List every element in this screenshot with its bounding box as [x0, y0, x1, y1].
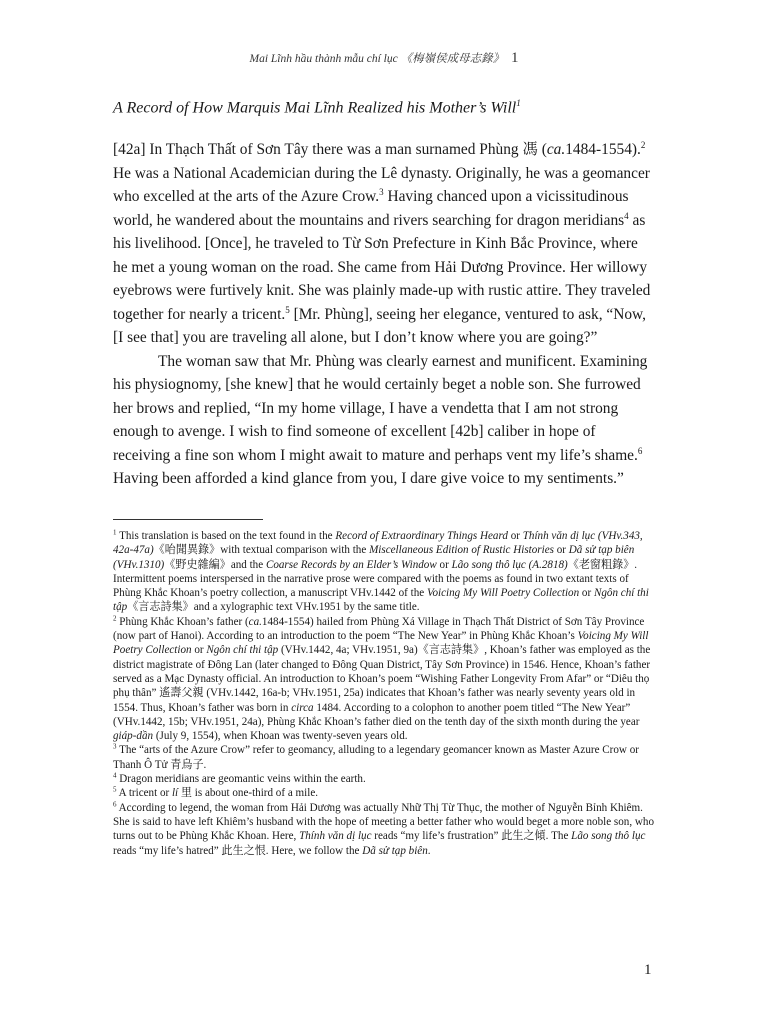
article-title: [113, 98, 673, 117]
footnote-2: [113, 615, 658, 744]
title-footnote-ref: 1: [516, 98, 521, 108]
fn2-t2: 1484-1554) hailed from Phùng Xá Village in Thạch Thất District of Sơn Tây Province (now part of Hanoi). According to an introduction to the poem “The New Year” in Phùng Khắc Khoan’s: [113, 615, 645, 643]
fn2-i4: circa: [291, 701, 314, 714]
footnote-5: [113, 786, 658, 800]
fn2-t3: or: [191, 644, 207, 657]
fn1-i2: Thính văn dị lục (VHv.343, 42a-47a): [113, 530, 643, 557]
footnote-5-number: 5: [113, 785, 117, 794]
title-text: A Record of How Marquis Mai Lĩnh Realized his Mother’s Will: [113, 99, 517, 117]
footnotes: [113, 529, 658, 858]
fn1-t3: 《咍聞異錄》with textual comparison with the: [153, 544, 370, 557]
footnote-ref-3: 3: [379, 186, 384, 197]
p1-text-e: as his livelihood. [Once], he traveled to Từ Sơn Prefecture in Kinh Bắc Province, where he met a young woman on the road. She came from Hải Dương Province. Her willowy eyebrows were furtively knit. She was plainly made-up with rustic attire. They traveled together for nearly a tricent.: [113, 211, 651, 323]
fn2-t5: 1484. According to a colophon to another poem titled “The New Year” (VHv.1442, 15b; VHv.1951, 24a), Phùng Khắc Khoan’s father died on the tenth day of the sixth month during the year: [113, 701, 640, 728]
footnote-separator: [113, 519, 263, 520]
fn1-i6: Lão song thô lục (A.2818): [451, 558, 568, 571]
fn1-i8: Ngôn chí thi tập: [113, 587, 649, 614]
paragraph-2: [113, 350, 653, 491]
fn6-i1: Thính văn dị lục: [299, 830, 372, 843]
fn1-i1: Record of Extraordinary Things Heard: [335, 530, 508, 542]
fn2-t1: Phùng Khắc Khoan’s father (: [116, 615, 249, 628]
fn1-t9: 《言志詩集》and a xylographic text VHv.1951 by the same title.: [127, 601, 420, 614]
footnote-1-number: 1: [113, 528, 117, 537]
p1-text-c: He was a National Academician during the Lê dynasty. Originally, he was a geomancer who excelled at the arts of the Azure Crow.: [113, 164, 650, 205]
footnote-ref-4: 4: [624, 210, 629, 221]
fn6-t3: reads “my life’s hatred” 此生之恨. Here, we follow the: [113, 844, 363, 857]
fn2-i1: ca.: [248, 615, 262, 628]
fn6-i2: Lão song thô lục: [571, 830, 646, 843]
p1-text-b: 1484-1554).: [565, 141, 641, 158]
running-header: [0, 50, 768, 67]
fn1-i5: Coarse Records by an Elder’s Window: [265, 558, 437, 571]
fn5-i1: lí: [171, 787, 179, 800]
header-page-number: 1: [510, 50, 519, 66]
p1-text-f: [Mr. Phùng], seeing her elegance, ventured to ask, “Now, [I see that] you are traveling all alone, but I don’t know where you are going?”: [113, 305, 647, 346]
fn4-text: Dragon meridians are geomantic veins within the earth.: [116, 773, 366, 786]
fn1-i4: Dã sử tạp biên (VHv.1310): [113, 544, 635, 571]
footnote-ref-6: 6: [637, 445, 643, 456]
fn3-text: The “arts of the Azure Crow” refer to geomancy, alluding to a legendary geomancer known as Master Azure Crow or Thanh Ô Tử 青烏子.: [113, 744, 639, 771]
fn2-t6: (July 9, 1554), when Khoan was twenty-seven years old.: [153, 730, 408, 743]
footnote-4-number: 4: [113, 771, 117, 780]
fn1-t7: 《老窗粗錄》. Intermittent poems interspersed in the narrative prose were compared with the poems as found in two extant texts of Phùng Khắc Khoan’s poetry collection, a manuscript VHv.1442 of the: [113, 558, 638, 600]
p2-text-a: The woman saw that Mr. Phùng was clearly earnest and munificent. Examining his physiognomy, [she knew] that he would certainly beget a noble son. She furrowed her brows and replied, “In my home village, I have a vendetta that I am not strong enough to avenge. I wish to find someone of excellent [42b] caliber in hope of receiving a fine son whom I might await to mature and perhaps vent my life’s shame.: [113, 352, 648, 464]
fn6-i3: Dã sử tạp biên: [362, 844, 428, 857]
fn5-t2: 里 is about one-third of a mile.: [178, 787, 319, 800]
footnote-1: [113, 529, 658, 615]
fn1-t8: or: [579, 587, 594, 600]
fn1-t2: or: [507, 530, 523, 542]
fn1-t1: This translation is based on the text found in the: [116, 530, 336, 542]
fn6-t2: reads “my life’s frustration” 此生之傾. The: [371, 830, 572, 843]
p1-text-a: [42a] In Thạch Thất of Sơn Tây there was a man surnamed Phùng 馮 (: [113, 141, 547, 158]
footnote-6: [113, 801, 658, 858]
fn2-i2: Voicing My Will Poetry Collection: [113, 630, 649, 657]
page-number: 1: [644, 962, 652, 978]
fn1-t4: or: [553, 544, 569, 557]
fn1-t5: 《野史雜編》and the: [164, 558, 266, 571]
fn2-t4: (VHv.1442, 4a; VHv.1951, 9a)《言志詩集》, Khoan’s father was employed as the district magistrate of Đông Lan (later changed to Đông Quan District, Tây Sơn Province) in 1546. Hence, Khoan’s father served as a Mạc Dynasty official. An introduction to Khoan’s poem “Wishing Father Longevity From Afar” or “Diêu thọ phụ thân” 遙壽父親 (VHv.1442, 16a-b; VHv.1951, 25a) indicates that Khoan’s father was nearly seventy years old in 1554. Thus, Khoan’s father was born in: [113, 644, 651, 714]
fn2-i3: Ngôn chí thi tập: [206, 644, 279, 657]
p1-text-d: Having chanced upon a vicissitudinous world, he wandered about the mountains and rivers searching for dragon meridians: [113, 188, 629, 229]
fn5-t1: A tricent or: [116, 787, 172, 800]
fn2-i5: giáp-dần: [113, 730, 154, 743]
fn6-t1: According to legend, the woman from Hải Dương was actually Nhữ Thị Từ Thục, the mother of Nguyễn Bỉnh Khiêm. She is said to have left Khiêm’s husband with the hope of meeting a better father who would beget a more noble son, who turns out to be Phùng Khắc Khoan. Here,: [113, 801, 654, 843]
footnote-2-number: 2: [113, 614, 117, 623]
fn6-t4: .: [427, 844, 431, 857]
footnote-ref-5: 5: [285, 304, 290, 315]
footnote-3-number: 3: [113, 742, 117, 751]
fn1-i7: Voicing My Will Poetry Collection: [426, 587, 580, 600]
body-text: [113, 138, 653, 491]
fn1-t6: or: [436, 558, 452, 571]
running-title: Mai Lĩnh hầu thành mẫu chí lục 《梅嶺侯成母志錄》: [249, 53, 505, 65]
fn1-i3: Miscellaneous Edition of Rustic Histories: [369, 544, 554, 557]
p2-text-b: Having been afforded a kind glance from you, I dare give voice to my sentiments.”: [113, 470, 624, 487]
footnote-4: [113, 772, 658, 786]
footnote-ref-2: 2: [640, 139, 646, 150]
paragraph-1: [113, 138, 653, 350]
footnote-6-number: 6: [113, 799, 117, 808]
p1-ca: ca.: [546, 141, 566, 158]
footnote-3: [113, 743, 658, 772]
